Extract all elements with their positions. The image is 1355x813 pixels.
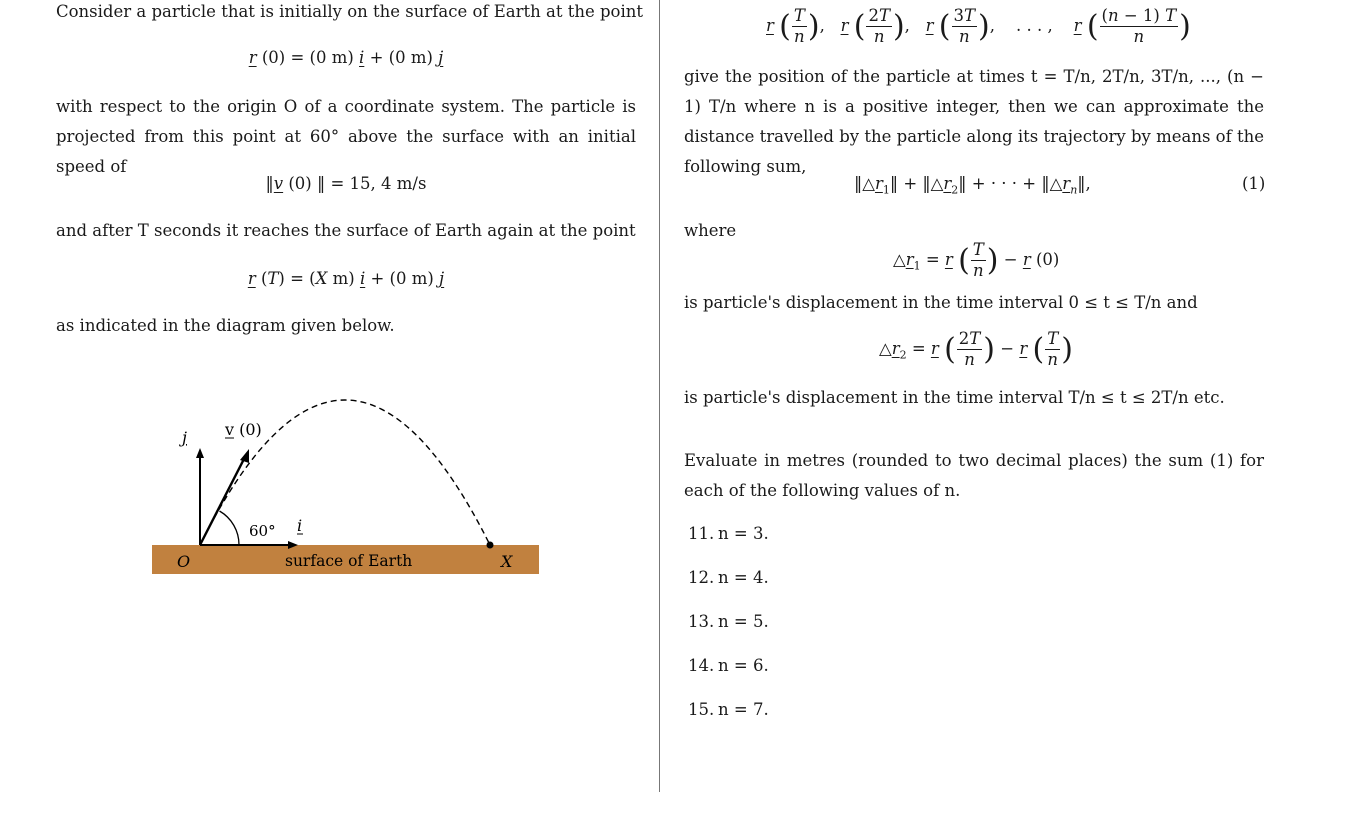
j-arrowhead-icon bbox=[196, 448, 204, 458]
equation-number: (1) bbox=[1242, 174, 1266, 193]
angle-arc bbox=[220, 511, 240, 545]
label-x: X bbox=[501, 552, 513, 571]
label-i: i bbox=[297, 516, 303, 535]
label-origin: O bbox=[177, 552, 191, 571]
label-v0: v (0) bbox=[225, 420, 262, 439]
sum-equation: $‖\triangle r_1‖$ + $‖\triangle r_2‖$ + · · · + $‖\triangle r_n‖$, bbox=[854, 174, 1091, 197]
equation-final-position: r (T) = (X m) i + (0 m) j bbox=[247, 269, 445, 288]
landing-point bbox=[487, 542, 494, 549]
equation-initial-speed: ‖v (0) ‖ = 15, 4 m/s bbox=[265, 174, 427, 193]
position-list-equation: r ( $\frac{T}{n}$ ), r ( $\frac{2T}{n}$ ), r ( $\frac{3T}{n}$ ), . . . , r ( $\frac{(n - 1) T}{n}$ ) bbox=[766, 6, 1191, 46]
left-paragraph-4: as indicated in the diagram given below. bbox=[56, 316, 395, 335]
right-paragraph-1: give the position of the particle at times t = T/n, 2T/n, 3T/n, ..., (n − 1) T/n where n is a positive integer, then we can approximate the distance travelled by the particle along its trajectory by means of the following sum, bbox=[684, 67, 1264, 176]
velocity-vector bbox=[200, 457, 245, 545]
delta-r1-equation: $\triangle r_1 = r$ ( $\frac{T}{n}$ ) − r (0) bbox=[893, 240, 1060, 280]
column-divider bbox=[659, 0, 660, 792]
question-item: 13. n = 5. bbox=[688, 612, 769, 631]
left-paragraph-2: with respect to the origin O of a coordinate system. The particle is projected from this point at 60° above the surface with an initial speed of bbox=[56, 97, 636, 176]
question-item: 11. n = 3. bbox=[688, 524, 769, 543]
delta-r2-equation: $\triangle r_2 = r$ ( $\frac{2T}{n}$ ) − r ( $\frac{T}{n}$ ) bbox=[879, 329, 1073, 369]
question-item: 15. n = 7. bbox=[688, 700, 769, 719]
where-label: where bbox=[684, 221, 737, 240]
trajectory-diagram bbox=[140, 385, 550, 585]
right-paragraph-4: Evaluate in metres (rounded to two decimal places) the sum (1) for each of the following values of n. bbox=[684, 451, 1264, 500]
left-paragraph-1: Consider a particle that is initially on the surface of Earth at the point bbox=[56, 2, 644, 21]
question-item: 14. n = 6. bbox=[688, 656, 769, 675]
label-surface: surface of Earth bbox=[285, 552, 413, 570]
left-paragraph-3: and after T seconds it reaches the surface of Earth again at the point bbox=[56, 221, 636, 240]
right-paragraph-3: is particle's displacement in the time interval T/n ≤ t ≤ 2T/n etc. bbox=[684, 388, 1225, 407]
question-item: 12. n = 4. bbox=[688, 568, 769, 587]
label-angle: 60° bbox=[249, 522, 276, 540]
right-paragraph-2: is particle's displacement in the time interval 0 ≤ t ≤ T/n and bbox=[684, 293, 1198, 312]
equation-initial-position: r (0) = (0 m) i + (0 m) j bbox=[248, 48, 444, 67]
label-j: j bbox=[182, 428, 187, 447]
velocity-arrowhead-icon bbox=[240, 449, 249, 463]
